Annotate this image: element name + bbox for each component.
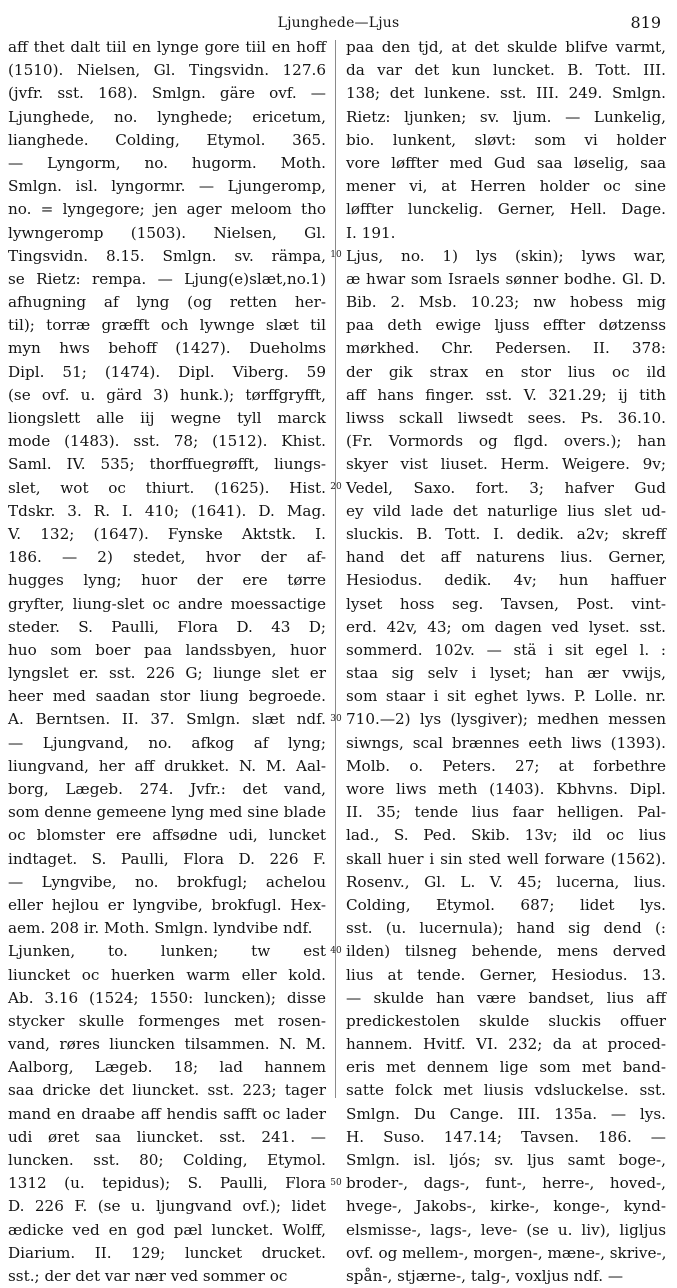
text-line: vore løffter med Gud saa løselig, saa bbox=[346, 153, 666, 172]
text-line: huo som boer paa landssbyen, huor bbox=[8, 640, 326, 659]
text-line: — Ljungvand, no. afkog af lyng; bbox=[8, 733, 326, 752]
text-line: 1312 (u. tepidus); S. Paulli, Flora bbox=[8, 1174, 326, 1193]
text-line: æ hwar som Israels sønner bodhe. Gl. D. bbox=[346, 269, 666, 288]
text-line: mode (1483). sst. 78; (1512). Khist. bbox=[8, 432, 326, 451]
text-line: lyset hoss seg. Tavsen, Post. vint- bbox=[346, 594, 666, 613]
text-line: indtaget. S. Paulli, Flora D. 226 F. bbox=[8, 849, 326, 868]
text-line: — Lyngvibe, no. brokfugl; achelou bbox=[8, 872, 326, 891]
text-line: slet, wot oc thiurt. (1625). Hist. bbox=[8, 478, 326, 497]
text-line: Colding, Etymol. 687; lidet lys. bbox=[346, 895, 666, 914]
text-line: 186. — 2) stedet, hvor der af- bbox=[8, 548, 326, 567]
text-line: hvege-, Jakobs-, kirke-, konge-, kynd- bbox=[346, 1197, 666, 1216]
text-line: som staar i sit eghet lyws. P. Lolle. nr. bbox=[346, 687, 666, 706]
text-line: heer med saadan stor liung begroede. bbox=[8, 687, 326, 706]
text-line: sluckis. B. Tott. I. dedik. a2v; skreff bbox=[346, 524, 666, 543]
text-line: ædicke ved en god pæl luncket. Wolff, bbox=[8, 1220, 326, 1239]
text-line: skyer vist liuset. Herm. Weigere. 9v; bbox=[346, 455, 666, 474]
text-line: ovf. og mellem-, morgen-, mæne-, skrive-, bbox=[346, 1243, 667, 1262]
text-line: liwss sckall liwsedt sees. Ps. 36.10. bbox=[346, 409, 666, 427]
text-line: lywngeromp (1503). Nielsen, Gl. bbox=[8, 223, 326, 242]
text-line: aff hans finger. sst. V. 321.29; ij tith bbox=[346, 385, 666, 404]
right-column bbox=[346, 36, 667, 1285]
text-line: aff thet dalt tiil en lynge gore tiil en hoff bbox=[8, 38, 326, 56]
text-line: spån-, stjærne-, talg-, voxljus ndf. — bbox=[346, 1266, 624, 1285]
text-line: sommerd. 102v. — stä i sit egel l. : bbox=[346, 640, 666, 659]
text-line: eller hejlou er lyngvibe, brokfugl. Hex- bbox=[8, 895, 326, 914]
text-line: siwngs, scal brænnes eeth liws (1393). bbox=[346, 733, 666, 752]
text-line: broder-, dags-, funt-, herre-, hoved-, bbox=[346, 1174, 666, 1193]
page-header bbox=[8, 7, 669, 35]
text-line: hannem. Hvitf. VI. 232; da at proced- bbox=[346, 1035, 666, 1054]
text-line: mørkhed. Chr. Pedersen. II. 378: bbox=[346, 339, 666, 358]
text-line: liongslett alle iij wegne tyll marck bbox=[8, 409, 326, 427]
text-line: A. Berntsen. II. 37. Smlgn. slæt ndf. bbox=[8, 710, 326, 729]
text-line: — Lyngorm, no. hugorm. Moth. bbox=[8, 153, 326, 172]
text-line: satte folck met liusis vdsluckelse. sst. bbox=[346, 1081, 666, 1100]
text-line: (Fr. Vormords og flgd. overs.); han bbox=[346, 432, 666, 451]
line-number-20: 20 bbox=[330, 482, 342, 492]
text-line: sst. (u. lucernula); hand sig dend (: bbox=[346, 919, 666, 938]
text-line: skall huer i sin sted well forware (1562). bbox=[346, 849, 666, 868]
text-line: sst.; der det var nær ved sommer oc bbox=[8, 1266, 288, 1285]
text-line: lianghede. Colding, Etymol. 365. bbox=[8, 130, 326, 149]
text-line: hand det aff naturens lius. Gerner, bbox=[346, 548, 666, 567]
text-line: bio. lunkent, sløvt: som vi holder bbox=[346, 130, 666, 149]
text-line: — skulde han være bandset, lius aff bbox=[346, 988, 666, 1007]
text-line: D. 226 F. (se u. ljungvand ovf.); lidet bbox=[8, 1197, 326, 1216]
text-line: paa deth ewige ljuss effter døtzenss bbox=[346, 316, 666, 335]
text-line: H. Suso. 147.14; Tavsen. 186. — bbox=[346, 1127, 666, 1146]
text-line: elsmisse-, lags-, leve- (se u. liv), ligljus bbox=[346, 1220, 666, 1239]
text-line: gryfter, liung-slet oc andre moessactige bbox=[8, 594, 326, 613]
text-line: V. 132; (1647). Fynske Aktstk. I. bbox=[8, 524, 326, 543]
line-number-10: 10 bbox=[330, 250, 342, 260]
text-line: til); torræ græfft och lywnge slæt til bbox=[8, 316, 326, 335]
text-line: erd. 42v, 43; om dagen ved lyset. sst. bbox=[346, 617, 666, 636]
text-line: (1510). Nielsen, Gl. Tingsvidn. 127.6 bbox=[8, 61, 326, 80]
text-line: saa dricke det liuncket. sst. 223; tager bbox=[8, 1081, 326, 1100]
text-line: mand en draabe aff hendis safft oc lader bbox=[8, 1104, 326, 1123]
text-line: Molb. o. Peters. 27; at forbethre bbox=[346, 756, 666, 775]
text-line: vand, røres liuncken tilsammen. N. M. bbox=[8, 1035, 326, 1054]
text-line: steder. S. Paulli, Flora D. 43 D; bbox=[8, 617, 326, 636]
text-line: aem. 208 ir. Moth. Smlgn. lyndvibe ndf. bbox=[8, 919, 313, 938]
running-head: Ljunghede—Ljus bbox=[277, 15, 400, 31]
text-line: hugges lyng; huor der ere tørre bbox=[8, 571, 326, 590]
text-line: Ljus, no. 1) lys (skin); lyws war, bbox=[346, 246, 666, 265]
text-line: myn hws behoff (1427). Dueholms bbox=[8, 339, 326, 358]
line-number-40: 40 bbox=[330, 946, 342, 956]
text-line: mener vi, at Herren holder oc sine bbox=[346, 177, 666, 196]
text-line: Aalborg, Lægeb. 18; lad hannem bbox=[8, 1058, 326, 1077]
text-line: afhugning af lyng (og retten her- bbox=[8, 293, 326, 312]
text-line: 138; det lunkene. sst. III. 249. Smlgn. bbox=[346, 84, 666, 103]
text-line: Bib. 2. Msb. 10.23; nw hobess mig bbox=[346, 293, 666, 312]
page-number: 819 bbox=[630, 13, 661, 32]
text-line: (se ovf. u. gärd 3) hunk.); tørffgryfft, bbox=[8, 385, 326, 404]
text-line: (jvfr. sst. 168). Smlgn. gäre ovf. — bbox=[8, 84, 326, 103]
text-line: Smlgn. Du Cange. III. 135a. — lys. bbox=[346, 1104, 666, 1123]
text-line: ey vild lade det naturlige lius slet ud- bbox=[346, 501, 666, 520]
text-line: Smlgn. isl. lyngormr. — Ljungeromp, bbox=[8, 177, 326, 196]
text-line: borg, Lægeb. 274. Jvfr.: det vand, bbox=[8, 780, 326, 798]
text-line: luncken. sst. 80; Colding, Etymol. bbox=[8, 1151, 326, 1169]
text-line: lius at tende. Gerner, Hesiodus. 13. bbox=[346, 965, 666, 984]
text-line: løffter lunckelig. Gerner, Hell. Dage. bbox=[346, 200, 666, 219]
text-line: se Rietz: rempa. — Ljung(e)slæt,no.1) bbox=[8, 269, 326, 288]
text-line: II. 35; tende lius faar helligen. Pal- bbox=[346, 803, 666, 822]
text-line: I. 191. bbox=[346, 223, 396, 242]
text-line: Tingsvidn. 8.15. Smlgn. sv. rämpa, bbox=[8, 246, 326, 265]
column-divider bbox=[335, 40, 336, 1098]
text-line: da var det kun luncket. B. Tott. III. bbox=[346, 61, 666, 80]
text-line: Dipl. 51; (1474). Dipl. Viberg. 59 bbox=[8, 362, 326, 381]
text-line: Diarium. II. 129; luncket drucket. bbox=[8, 1243, 326, 1262]
text-line: Ljunken, to. lunken; tw est bbox=[8, 942, 326, 961]
text-line: predickestolen skulde sluckis offuer bbox=[346, 1011, 666, 1030]
text-line: Ljunghede, no. lynghede; ericetum, bbox=[8, 107, 326, 126]
text-line: oc blomster ere affsødne udi, luncket bbox=[8, 826, 326, 845]
line-number-30: 30 bbox=[330, 714, 342, 724]
text-line: wore liws meth (1403). Kbhvns. Dipl. bbox=[346, 780, 666, 798]
text-line: som denne gemeene lyng med sine blade bbox=[8, 803, 326, 822]
text-line: Saml. IV. 535; thorffuegrøfft, liungs- bbox=[8, 455, 326, 474]
text-line: der gik strax en stor lius oc ild bbox=[346, 362, 666, 381]
text-line: Hesiodus. dedik. 4v; hun haffuer bbox=[346, 571, 666, 590]
text-line: Rietz: ljunken; sv. ljum. — Lunkelig, bbox=[346, 107, 666, 126]
text-line: liungvand, her aff drukket. N. M. Aal- bbox=[8, 756, 326, 775]
text-line: lyngslet er. sst. 226 G; liunge slet er bbox=[8, 664, 326, 683]
text-line: ilden) tilsneg behende, mens derved bbox=[346, 942, 666, 961]
text-line: Vedel, Saxo. fort. 3; hafver Gud bbox=[346, 478, 666, 497]
line-number-50: 50 bbox=[330, 1178, 342, 1188]
text-line: udi øret saa liuncket. sst. 241. — bbox=[8, 1127, 326, 1146]
left-column bbox=[8, 36, 326, 1285]
text-line: lad., S. Ped. Skib. 13v; ild oc lius bbox=[346, 826, 666, 845]
text-line: Tdskr. 3. R. I. 410; (1641). D. Mag. bbox=[8, 501, 326, 520]
text-line: paa den tjd, at det skulde blifve varmt, bbox=[346, 38, 666, 56]
text-line: Ab. 3.16 (1524; 1550: luncken); disse bbox=[8, 988, 326, 1007]
text-line: stycker skulle formenges met rosen- bbox=[8, 1011, 326, 1030]
text-line: liuncket oc huerken warm eller kold. bbox=[8, 965, 326, 984]
text-line: no. = lyngegore; jen ager meloom tho bbox=[8, 200, 326, 219]
text-line: 710.—2) lys (lysgiver); medhen messen bbox=[346, 710, 666, 729]
text-line: eris met dennem lige som met band- bbox=[346, 1058, 666, 1077]
text-line: Smlgn. isl. ljós; sv. ljus samt boge-, bbox=[346, 1151, 666, 1169]
text-line: Rosenv., Gl. L. V. 45; lucerna, lius. bbox=[346, 872, 666, 891]
text-line: staa sig selv i lyset; han ær vwijs, bbox=[346, 664, 666, 683]
